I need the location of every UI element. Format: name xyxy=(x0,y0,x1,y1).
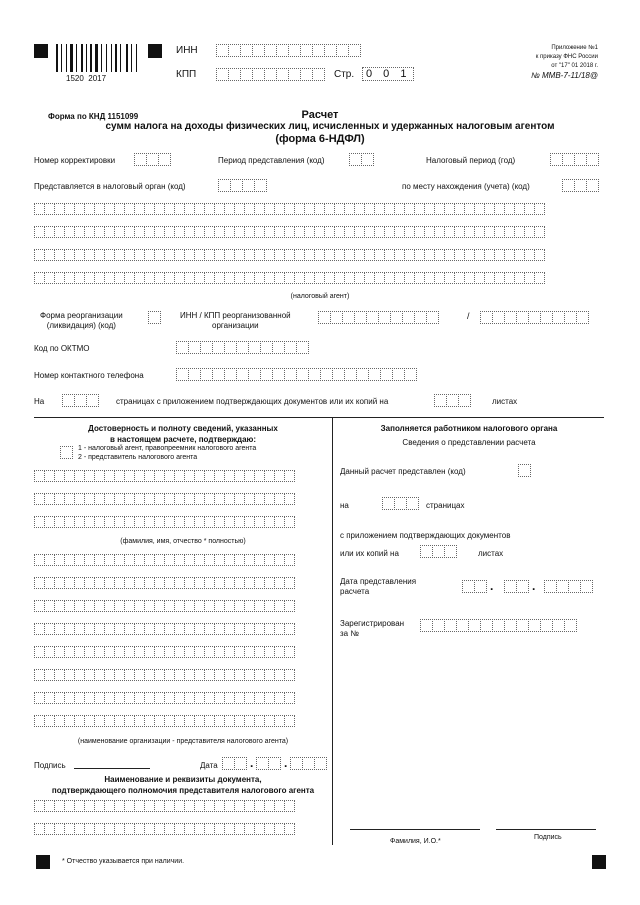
input-cell[interactable] xyxy=(284,554,295,566)
barcode xyxy=(56,44,138,72)
input-cell[interactable] xyxy=(284,493,295,505)
period-label: Период представления (код) xyxy=(218,156,325,165)
input-cell[interactable] xyxy=(576,311,589,324)
input-cell[interactable] xyxy=(284,600,295,612)
agent-name-row[interactable] xyxy=(34,226,544,238)
tax-authority-label: Представляется в налоговый орган (код) xyxy=(34,182,186,191)
title-line2: сумм налога на доходы физических лиц, исчисленных и удержанных налоговым агентом xyxy=(105,121,555,132)
correction-label: Номер корректировки xyxy=(34,156,116,165)
appendix-line: Приложение №1 xyxy=(551,45,598,51)
org-row[interactable] xyxy=(34,623,294,635)
page-label: Стр. xyxy=(334,69,355,80)
correction-field[interactable] xyxy=(134,153,170,166)
inn-label: ИНН xyxy=(176,45,198,56)
tax-period-field[interactable] xyxy=(550,153,598,166)
right-date-year-field[interactable] xyxy=(544,580,592,593)
doc-heading-line1: Наименование и реквизиты документа, xyxy=(104,775,262,784)
input-cell[interactable] xyxy=(580,580,593,593)
kpp-label: КПП xyxy=(176,69,197,80)
input-cell[interactable] xyxy=(284,516,295,528)
input-cell[interactable] xyxy=(284,823,295,835)
date-separator: . xyxy=(490,579,494,593)
input-cell[interactable] xyxy=(268,757,281,770)
right-pages-label: страницах xyxy=(426,501,465,510)
signature-line[interactable] xyxy=(74,768,150,769)
right-sign-caption: Подпись xyxy=(534,834,562,841)
input-cell[interactable] xyxy=(254,179,267,192)
presented-code-field[interactable] xyxy=(518,464,530,477)
date-separator: . xyxy=(284,756,288,770)
org-caption: (наименование организации - представителя налогового агента) xyxy=(77,738,289,745)
appendix-line: к приказу ФНС России xyxy=(535,54,598,60)
footnote: * Отчество указывается при наличии. xyxy=(62,858,185,865)
section-divider xyxy=(34,417,604,418)
input-cell[interactable] xyxy=(296,341,309,354)
oktmo-field[interactable] xyxy=(176,341,308,354)
signer-type-field[interactable] xyxy=(60,446,72,459)
fio-caption: (фамилия, имя, отчество * полностью) xyxy=(120,538,246,545)
input-cell[interactable] xyxy=(474,580,487,593)
input-cell[interactable] xyxy=(534,226,545,238)
fio-row[interactable] xyxy=(34,516,294,528)
org-row[interactable] xyxy=(34,715,294,727)
reorg-inn-label-line1: ИНН / КПП реорганизованной xyxy=(180,311,291,320)
input-cell[interactable] xyxy=(426,311,439,324)
signature-line-right[interactable] xyxy=(496,829,596,830)
input-cell[interactable] xyxy=(586,153,599,166)
right-on-label: на xyxy=(340,501,349,510)
reorg-form-label-line2: (ликвидация) (код) xyxy=(46,321,116,330)
sheets-field[interactable] xyxy=(434,394,470,407)
doc-row[interactable] xyxy=(34,823,294,835)
input-cell[interactable] xyxy=(518,464,531,477)
input-cell[interactable] xyxy=(348,44,361,57)
left-heading-line1: Достоверность и полноту сведений, указанных xyxy=(88,424,278,433)
on-label: На xyxy=(34,397,45,406)
option-2: 2 - представитель налогового агента xyxy=(78,454,198,461)
input-cell[interactable] xyxy=(148,311,161,324)
pages-field[interactable] xyxy=(62,394,98,407)
reorg-form-field[interactable] xyxy=(148,311,160,324)
registered-label-line2: за № xyxy=(340,629,359,638)
input-cell[interactable] xyxy=(404,368,417,381)
appendix-block xyxy=(508,44,598,80)
input-cell[interactable] xyxy=(284,800,295,812)
signature-label: Подпись xyxy=(34,761,66,770)
reorg-inn-field[interactable] xyxy=(318,311,438,324)
agent-name-row[interactable] xyxy=(34,249,544,261)
input-cell[interactable] xyxy=(284,623,295,635)
pages-text: страницах с приложением подтверждающих документов или их копий на xyxy=(116,397,389,406)
knd-label: Форма по КНД 1151099 xyxy=(48,112,139,121)
org-row[interactable] xyxy=(34,554,294,566)
phone-label: Номер контактного телефона xyxy=(34,371,144,380)
input-cell[interactable] xyxy=(86,394,99,407)
org-row[interactable] xyxy=(34,646,294,658)
input-cell[interactable] xyxy=(284,669,295,681)
registration-number-field[interactable] xyxy=(420,619,576,632)
input-cell[interactable] xyxy=(534,249,545,261)
date-year-field[interactable] xyxy=(290,757,326,770)
input-cell[interactable] xyxy=(284,577,295,589)
oktmo-label: Код по ОКТМО xyxy=(34,344,90,353)
input-cell[interactable] xyxy=(314,757,327,770)
page-number-value: 0 0 1 xyxy=(362,67,414,81)
tax-period-label: Налоговый период (год) xyxy=(426,156,516,165)
input-cell[interactable] xyxy=(534,203,545,215)
page-number xyxy=(362,67,414,81)
corner-marker-top-left xyxy=(34,44,48,58)
kpp-field[interactable] xyxy=(216,68,324,81)
doc-heading-line2: подтверждающего полномочия представителя налогового агента xyxy=(51,786,315,795)
input-cell[interactable] xyxy=(458,394,471,407)
appendix-line: от "17" 01 2018 г. xyxy=(551,63,598,69)
agent-caption: (налоговый агент) xyxy=(290,293,350,300)
location-label: по месту нахождения (учета) (код) xyxy=(402,182,530,191)
fio-row[interactable] xyxy=(34,493,294,505)
date-separator: . xyxy=(532,579,536,593)
agent-name-row[interactable] xyxy=(34,203,544,215)
input-cell[interactable] xyxy=(534,272,545,284)
date-separator: . xyxy=(250,756,254,770)
reorg-form-label xyxy=(40,311,123,331)
input-cell[interactable] xyxy=(361,153,374,166)
right-subheading: Сведения о представлении расчета xyxy=(402,438,536,447)
reorg-inn-label-line2: организации xyxy=(212,321,259,330)
agent-name-row[interactable] xyxy=(34,272,544,284)
period-field[interactable] xyxy=(349,153,373,166)
fio-line[interactable] xyxy=(350,829,480,830)
right-date-month-field[interactable] xyxy=(504,580,528,593)
input-cell[interactable] xyxy=(564,619,577,632)
or-copies-label: или их копий на xyxy=(340,549,399,558)
left-heading-line2: в настоящем расчете, подтверждаю: xyxy=(109,435,257,444)
title-line1: Расчет xyxy=(301,109,339,121)
input-cell[interactable] xyxy=(60,446,73,459)
right-pages-field[interactable] xyxy=(382,497,418,510)
title-line3: (форма 6-НДФЛ) xyxy=(275,133,365,145)
date-presented-label-line1: Дата представления xyxy=(340,577,417,586)
corner-marker-bottom-left xyxy=(36,855,50,869)
input-cell[interactable] xyxy=(158,153,171,166)
input-cell[interactable] xyxy=(444,545,457,558)
sheets-label: листах xyxy=(492,397,518,406)
input-cell[interactable] xyxy=(516,580,529,593)
org-row[interactable] xyxy=(34,577,294,589)
tax-authority-field[interactable] xyxy=(218,179,266,192)
fio-row[interactable] xyxy=(34,470,294,482)
right-heading: Заполняется работником налогового органа xyxy=(380,424,558,433)
right-date-day-field[interactable] xyxy=(462,580,486,593)
date-presented-label xyxy=(340,577,416,597)
reorg-kpp-field[interactable] xyxy=(480,311,588,324)
org-row[interactable] xyxy=(34,600,294,612)
right-sheets-field[interactable] xyxy=(420,545,456,558)
registered-label-line1: Зарегистрирован xyxy=(340,619,405,628)
date-month-field[interactable] xyxy=(256,757,280,770)
reorg-inn-label xyxy=(180,311,291,331)
input-cell[interactable] xyxy=(586,179,599,192)
barcode-number: 1520 2017 xyxy=(66,74,107,83)
input-cell[interactable] xyxy=(284,692,295,704)
org-row[interactable] xyxy=(34,669,294,681)
org-row[interactable] xyxy=(34,692,294,704)
date-day-field[interactable] xyxy=(222,757,246,770)
inn-field[interactable] xyxy=(216,44,360,57)
location-field[interactable] xyxy=(562,179,598,192)
registered-label xyxy=(340,619,404,639)
phone-field[interactable] xyxy=(176,368,416,381)
right-sheets-label: листах xyxy=(478,549,504,558)
date-label: Дата xyxy=(200,761,218,770)
option-1: 1 - налоговый агент, правопреемник налогового агента xyxy=(78,445,257,452)
input-cell[interactable] xyxy=(406,497,419,510)
presented-label: Данный расчет представлен (код) xyxy=(340,467,466,476)
input-cell[interactable] xyxy=(284,715,295,727)
doc-row[interactable] xyxy=(34,800,294,812)
right-fio-caption: Фамилия, И.О.* xyxy=(390,838,441,845)
input-cell[interactable] xyxy=(312,68,325,81)
appendix-line: № ММВ-7-11/18@ xyxy=(531,71,598,80)
slash-separator: / xyxy=(467,311,470,321)
input-cell[interactable] xyxy=(234,757,247,770)
corner-marker-top-right xyxy=(148,44,162,58)
reorg-form-label-line1: Форма реорганизации xyxy=(40,311,123,320)
corner-marker-bottom-right xyxy=(592,855,606,869)
input-cell[interactable] xyxy=(284,646,295,658)
column-divider xyxy=(332,417,333,845)
with-docs-label: с приложением подтверждающих документов xyxy=(340,531,511,540)
date-presented-label-line2: расчета xyxy=(340,587,370,596)
input-cell[interactable] xyxy=(284,470,295,482)
